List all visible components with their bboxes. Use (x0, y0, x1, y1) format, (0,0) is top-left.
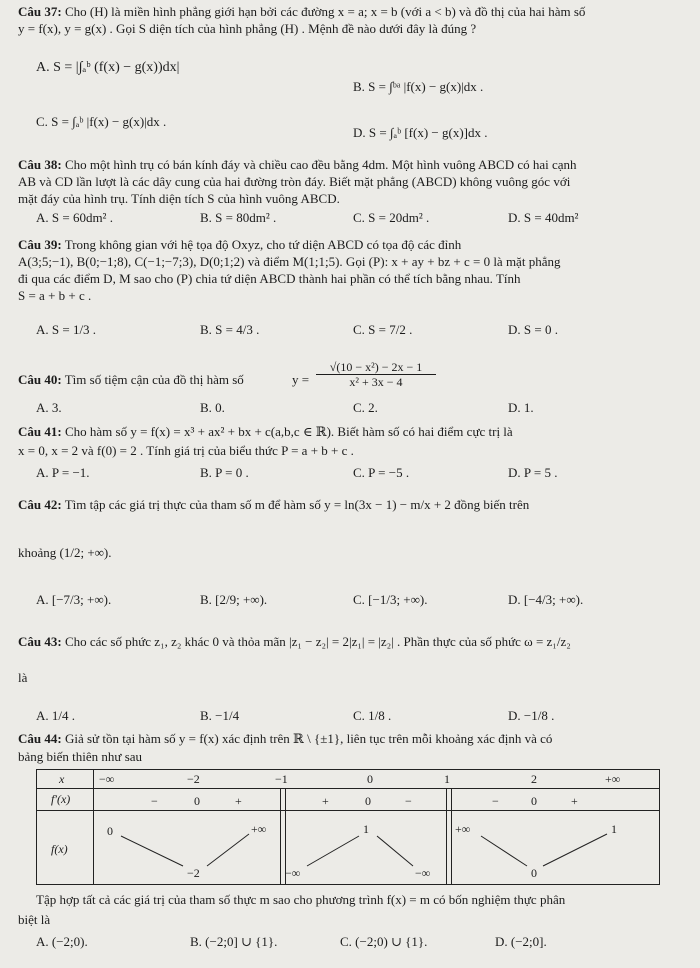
q39-line4: S = a + b + c . (18, 288, 92, 303)
table-f-value: −∞ (285, 866, 301, 880)
q37-line2: y = f(x), y = g(x) . Gọi S diện tích của hình phẳng (H) . Mệnh đề nào dưới đây là đúng ? (18, 21, 477, 36)
q40-option-c[interactable]: C. 2. (353, 400, 378, 415)
table-x-value: −2 (187, 772, 200, 786)
table-f-value: 1 (363, 822, 369, 836)
q41-line1 (18, 424, 513, 440)
q43-option-c[interactable]: C. 1/8 . (353, 708, 392, 723)
q39-option-d[interactable]: D. S = 0 . (508, 322, 558, 337)
q41-line2: x = 0, x = 2 và f(0) = 2 . Tính giá trị của biểu thức P = a + b + c . (18, 443, 354, 458)
q43-label: Câu 43: (18, 634, 62, 649)
q44-line3: Tập hợp tất cả các giá trị của tham số thực m sao cho phương trình f(x) = m có bốn nghiệm thực phân (36, 892, 566, 907)
q38-option-b[interactable]: B. S = 80dm² . (200, 210, 277, 225)
table-fprime-sign: + (571, 794, 578, 808)
table-x-value: −1 (275, 772, 288, 786)
table-f-label: f(x) (51, 842, 68, 856)
q39-option-c[interactable]: C. S = 7/2 . (353, 322, 413, 337)
table-f-value: 1 (611, 822, 617, 836)
table-f-value: −2 (187, 866, 200, 880)
table-f-value: 0 (531, 866, 537, 880)
q37-option-a[interactable]: A. S = |∫ₐᵇ (f(x) − g(x))dx| (36, 60, 180, 75)
table-f-value: +∞ (251, 822, 267, 836)
q39-label: Câu 39: (18, 237, 62, 252)
q40-text-1: Tìm số tiệm cận của đồ thị hàm số (64, 372, 244, 387)
q43-line2: là (18, 670, 28, 685)
q38-text-1: Cho một hình trụ có bán kính đáy và chiều cao đều bằng 4dm. Một hình vuông ABCD có hai cạnh (64, 157, 577, 172)
table-x-value: +∞ (605, 772, 621, 786)
q40-line1 (18, 372, 244, 388)
table-fprime-sign: + (235, 794, 242, 808)
table-x-value: 0 (367, 772, 373, 786)
q41-text-1: Cho hàm số y = f(x) = x³ + ax² + bx + c(a,b,c ∈ ℝ). Biết hàm số có hai điểm cực trị là (64, 424, 513, 439)
q37-option-b[interactable]: B. S = ∫ᵇᵃ |f(x) − g(x)|dx . (353, 79, 484, 94)
table-f-value: 0 (107, 824, 113, 838)
q38-option-c[interactable]: C. S = 20dm² . (353, 210, 430, 225)
q44-option-b[interactable]: B. (−2;0] ∪ {1}. (190, 934, 278, 949)
q44-option-c[interactable]: C. (−2;0) ∪ {1}. (340, 934, 428, 949)
q41-option-a[interactable]: A. P = −1. (36, 465, 90, 480)
q40-func-denominator: x² + 3x − 4 (349, 375, 403, 389)
q44-line2: bảng biến thiên như sau (18, 749, 143, 764)
arrow-decreasing (121, 836, 183, 866)
q42-text-1: Tìm tập các giá trị thực của tham số m để hàm số y = ln(3x − 1) − m/x + 2 đồng biến trên (64, 497, 530, 512)
q37-text-1: Cho (H) là miền hình phẳng giới hạn bởi các đường x = a; x = b (với a < b) và đồ thị của hai hàm số (64, 4, 586, 19)
q38-line1 (18, 157, 577, 173)
table-x-value: −∞ (99, 772, 115, 786)
q38-line3: mặt đáy của hình trụ. Tính diện tích S của hình vuông ABCD. (18, 191, 340, 206)
q39-line1 (18, 237, 461, 253)
q41-option-c[interactable]: C. P = −5 . (353, 465, 410, 480)
q38-line2: AB và CD lần lượt là các dây cung của hai đường tròn đáy. Biết mặt phẳng (ABCD) không vuông góc với (18, 174, 571, 189)
table-f-value: −∞ (415, 866, 431, 880)
q44-option-a[interactable]: A. (−2;0). (36, 934, 88, 949)
q42-option-c[interactable]: C. [−1/3; +∞). (353, 592, 428, 607)
q43-option-a[interactable]: A. 1/4 . (36, 708, 75, 723)
arrow-increasing (543, 834, 607, 866)
arrow-decreasing (481, 836, 527, 866)
q44-line1 (18, 731, 552, 747)
table-fprime-sign: − (405, 794, 412, 808)
table-fprime-sign: 0 (531, 794, 537, 808)
q43-text-1: Cho các số phức z₁, z₂ khác 0 và thỏa mãn |z₁ − z₂| = 2|z₁| = |z₂| . Phần thực của số phức ω = z₁/z₂ (64, 634, 571, 649)
q37-line1 (18, 4, 585, 20)
q37-option-d[interactable]: D. S = ∫ₐᵇ [f(x) − g(x)]dx . (353, 125, 488, 140)
q41-option-d[interactable]: D. P = 5 . (508, 465, 558, 480)
q42-line2: khoảng (1/2; +∞). (18, 545, 112, 560)
q41-label: Câu 41: (18, 424, 62, 439)
q40-label: Câu 40: (18, 372, 62, 387)
table-fprime-sign: 0 (365, 794, 371, 808)
q39-line2: A(3;5;−1), B(0;−1;8), C(−1;−7;3), D(0;1;2) và điểm M(1;1;5). Gọi (P): x + ay + bz + c = 0 là mặt phẳng (18, 254, 561, 269)
table-x-label: x (59, 772, 65, 786)
q40-function (316, 360, 436, 389)
table-fprime-sign: + (322, 794, 329, 808)
table-fprime-label: f′(x) (51, 792, 71, 806)
arrow-increasing (207, 834, 249, 866)
q44-line4: biệt là (18, 912, 51, 927)
table-fprime-sign: − (492, 794, 499, 808)
q42-option-a[interactable]: A. [−7/3; +∞). (36, 592, 112, 607)
q39-option-a[interactable]: A. S = 1/3 . (36, 322, 97, 337)
q40-func-numerator: √(10 − x²) − 2x − 1 (316, 360, 436, 375)
q38-option-a[interactable]: A. S = 60dm² . (36, 210, 113, 225)
table-f-value: +∞ (455, 822, 471, 836)
arrow-increasing (307, 836, 359, 866)
q42-option-b[interactable]: B. [2/9; +∞). (200, 592, 268, 607)
q44-option-d[interactable]: D. (−2;0]. (495, 934, 547, 949)
q37-option-c[interactable]: C. S = ∫ₐᵇ |f(x) − g(x)|dx . (36, 114, 167, 129)
q40-option-b[interactable]: B. 0. (200, 400, 225, 415)
variation-arrows (37, 770, 659, 884)
q43-option-d[interactable]: D. −1/8 . (508, 708, 555, 723)
q39-text-1: Trong không gian với hệ tọa độ Oxyz, cho tứ diện ABCD có tọa độ các đỉnh (64, 237, 462, 252)
q44-text-1: Giả sử tồn tại hàm số y = f(x) xác định trên ℝ \ {±1}, liên tục trên mỗi khoảng xác định và có (64, 731, 553, 746)
q40-option-a[interactable]: A. 3. (36, 400, 62, 415)
q38-label: Câu 38: (18, 157, 62, 172)
q37-label: Câu 37: (18, 4, 62, 19)
table-x-value: 1 (444, 772, 450, 786)
q44-label: Câu 44: (18, 731, 62, 746)
q40-func-lhs: y = (292, 372, 310, 387)
q43-option-b[interactable]: B. −1/4 (200, 708, 240, 723)
q41-option-b[interactable]: B. P = 0 . (200, 465, 249, 480)
table-fprime-sign: − (151, 794, 158, 808)
q42-label: Câu 42: (18, 497, 62, 512)
variation-table (36, 769, 660, 885)
table-fprime-sign: 0 (194, 794, 200, 808)
arrow-decreasing (377, 836, 413, 866)
q38-option-d[interactable]: D. S = 40dm² (508, 210, 579, 225)
q39-option-b[interactable]: B. S = 4/3 . (200, 322, 260, 337)
q39-line3: đi qua các điểm D, M sao cho (P) chia tứ diện ABCD thành hai phần có thể tích bằng nhau. Tính (18, 271, 521, 286)
table-x-value: 2 (531, 772, 537, 786)
q42-option-d[interactable]: D. [−4/3; +∞). (508, 592, 584, 607)
q42-line1 (18, 497, 529, 513)
q40-option-d[interactable]: D. 1. (508, 400, 534, 415)
q43-line1 (18, 634, 571, 650)
